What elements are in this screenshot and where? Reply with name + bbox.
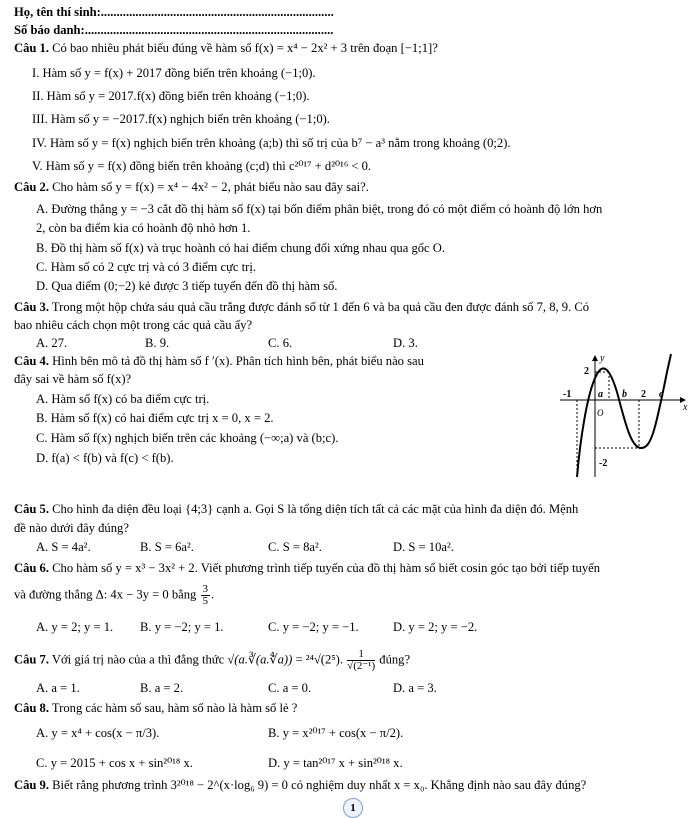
q4-option-d: D. f(a) < f(b) và f(c) < f(b). [36,451,174,465]
graph-x-label: x [683,402,688,413]
question-2-stem: Câu 2. Cho hàm số y = f(x) = x⁴ − 4x² − 2, phát biểu nào sau đây sai?. [14,180,369,194]
candidate-id-label: Số báo danh:............................................................................... [14,23,334,37]
q7-fraction: $\frac{1}{\text{√(2⁻¹)}}$ [347,648,376,672]
q1-statement-1: I. Hàm số y = f(x) + 2017 đồng biến trên khoảng (−1;0). [32,66,316,80]
derivative-graph [555,352,695,482]
q7-option-c: C. a = 0. [268,681,312,695]
q6-option-b: B. y = −2; y = 1. [140,620,224,634]
q3-option-d: D. 3. [393,336,418,350]
q2-option-a-line2: 2, còn ba điểm kia có hoành độ nhỏ hơn 1. [36,221,251,235]
q6-option-d: D. y = 2; y = −2. [393,620,478,634]
question-3-stem-line2: bao nhiêu cách chọn một trong các quả cầu ấy? [14,318,253,332]
q5-option-c: C. S = 8a². [268,540,322,554]
fprime-curve [577,354,671,477]
q3-option-a: A. 27. [36,336,68,350]
question-4-stem-line2: đây sai về hàm số f(x)? [14,372,132,386]
q4-option-b: B. Hàm số f(x) có hai điểm cực trị x = 0, x = 2. [36,411,274,425]
question-8-stem: Câu 8. Trong các hàm số sau, hàm số nào là hàm số lẻ ? [14,701,298,715]
q4-option-a: A. Hàm số f(x) có ba điểm cực trị. [36,392,210,406]
page-number: 1 [343,798,363,818]
graph-label-xm1: -1 [563,389,572,400]
graph-y-label: y [600,353,605,364]
q4-option-c: C. Hàm số f(x) nghịch biến trên các khoảng (−∞;a) và (b;c). [36,431,339,445]
q2-option-c: C. Hàm số có 2 cực trị và có 3 điểm cực trị. [36,260,256,274]
q7-option-a: A. a = 1. [36,681,80,695]
question-5-stem-line2: đề nào dưới đây đúng? [14,521,129,535]
q6-fraction: $\frac{3}{5}$ [202,583,209,607]
q8-option-c: C. y = 2015 + cos x + sin²⁰¹⁸ x. [36,756,193,770]
question-5-stem-line1: Câu 5. Cho hình đa diện đều loại {4;3} cạnh a. Gọi S là tổng diện tích tất cả các mặt của hình đa diện đó. Mệnh [14,502,579,516]
q2-option-a-line1: A. Đường thẳng y = −3 cắt đồ thị hàm số f(x) tại bốn điểm phân biệt, trong đó có một điểm có hoành độ lớn hơn [36,202,603,216]
q8-option-d: D. y = tan²⁰¹⁷ x + sin²⁰¹⁸ x. [268,756,403,770]
question-7-stem: Câu 7. Với giá trị nào của a thì đẳng thức √(a.∛(a.∜a)) = ²⁴√(2⁵). $\frac{1}{\text{√(2⁻¹)}}$ đúng? [14,648,411,672]
q3-option-b: B. 9. [145,336,170,350]
q7-equation-left: √(a.∛(a.∜a)) [227,652,293,667]
graph-label-x2: 2 [641,389,646,400]
q7-equation-mid: = ²⁴√(2⁵). [295,652,343,667]
q8-option-a: A. y = x⁴ + cos(x − π/3). [36,726,160,740]
graph-label-origin: O [597,408,604,418]
q6-option-c: C. y = −2; y = −1. [268,620,359,634]
q5-option-b: B. S = 6a². [140,540,194,554]
graph-label-ym2: -2 [599,458,608,469]
question-4-stem-line1: Câu 4. Hình bên mô tả đồ thị hàm số f ′(x). Phân tích hình bên, phát biểu nào sau [14,354,424,368]
question-3-stem-line1: Câu 3. Trong một hộp chứa sáu quả cầu trắng được đánh số từ 1 đến 6 và ba quả cầu đen được đánh số 7, 8, 9. Có [14,300,590,314]
q6-option-a: A. y = 2; y = 1. [36,620,114,634]
q1-statement-4: IV. Hàm số y = f(x) nghịch biến trên khoảng (a;b) thì số trị của b⁷ − a³ nằm trong khoảng (0;2). [32,136,511,150]
q2-option-d: D. Qua điểm (0;−2) kẻ được 3 tiếp tuyến đến đồ thị hàm số. [36,279,338,293]
graph-label-c: c [659,389,664,400]
graph-label-a: a [598,389,603,400]
question-9-stem: Câu 9. Biết rằng phương trình 3²⁰¹⁸ − 2^(x·log₆ 9) = 0 có nghiệm duy nhất x = x₀. Khẳng định nào sau đây đúng? [14,778,587,792]
graph-label-b: b [622,389,627,400]
q5-option-a: A. S = 4a². [36,540,91,554]
q8-option-b: B. y = x²⁰¹⁷ + cos(x − π/2). [268,726,404,740]
q7-option-b: B. a = 2. [140,681,184,695]
question-6-stem-line1: Câu 6. Cho hàm số y = x³ − 3x² + 2. Viết phương trình tiếp tuyến của đồ thị hàm số biết cosin góc tạo bởi tiếp tuyến [14,561,601,575]
q2-option-b: B. Đồ thị hàm số f(x) và trục hoành có hai điểm chung đối xứng nhau qua gốc O. [36,241,446,255]
q1-statement-2: II. Hàm số y = 2017.f(x) đồng biến trên khoảng (−1;0). [32,89,310,103]
q1-statement-5: V. Hàm số y = f(x) đồng biến trên khoảng (c;d) thì c²⁰¹⁷ + d²⁰¹⁶ < 0. [32,159,372,173]
q3-option-c: C. 6. [268,336,293,350]
question-1-stem: Câu 1. Có bao nhiêu phát biểu đúng về hàm số f(x) = x⁴ − 2x² + 3 trên đoạn [−1;1]? [14,41,438,55]
q1-statement-3: III. Hàm số y = −2017.f(x) nghịch biến trên khoảng (−1;0). [32,112,330,126]
graph-label-y2: 2 [584,366,589,377]
candidate-name-label: Họ, tên thí sinh:.......................................................................... [14,5,334,19]
question-6-stem-line2: và đường thẳng Δ: 4x − 3y = 0 bằng $\frac{3}{5}$ . [14,583,215,607]
q7-option-d: D. a = 3. [393,681,437,695]
q5-option-d: D. S = 10a². [393,540,454,554]
